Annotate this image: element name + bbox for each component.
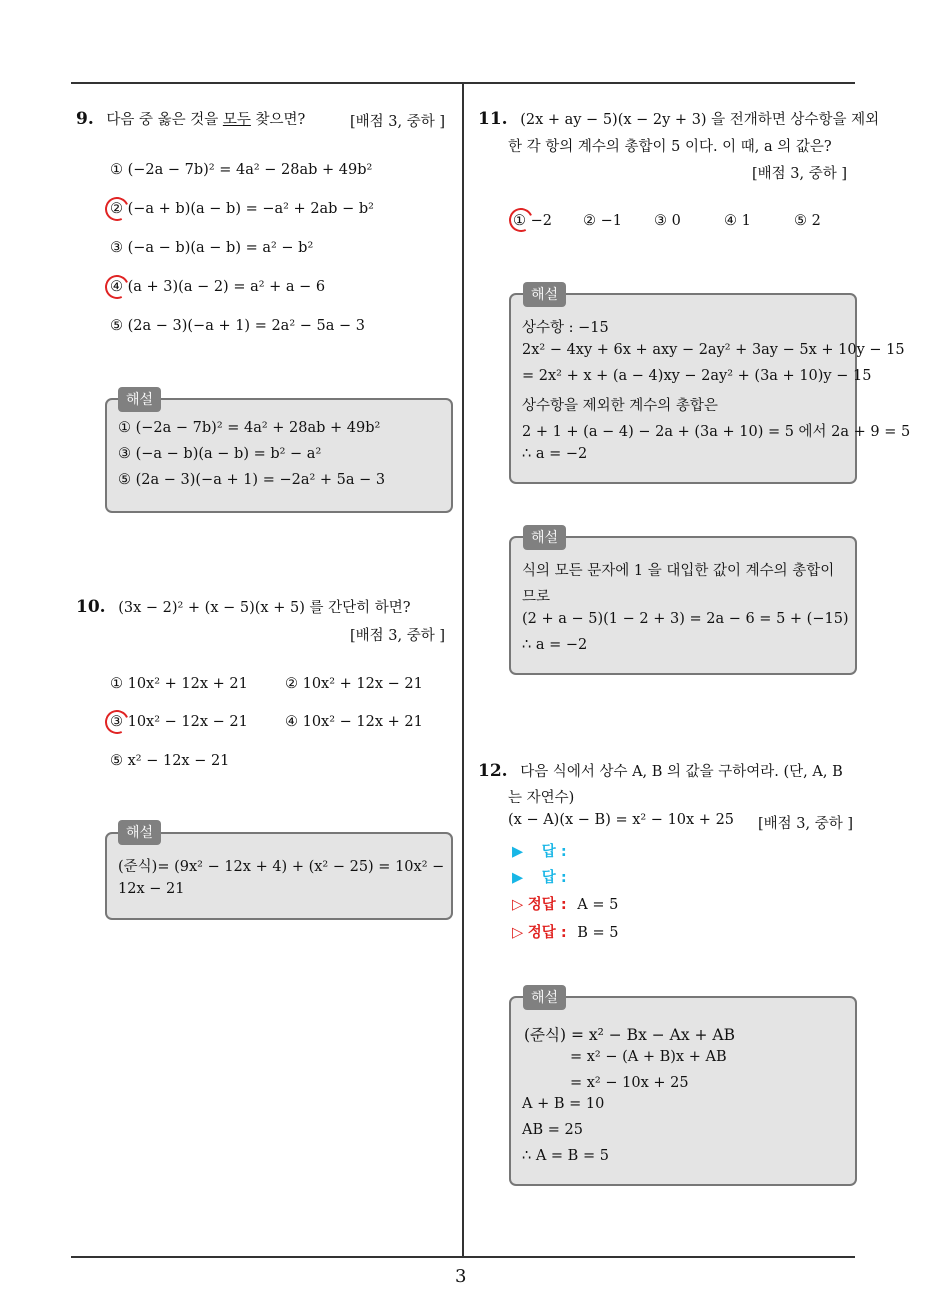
q12-question-line-2: 는 자연수) xyxy=(508,790,575,806)
q11-solution-tag-2: 해설 xyxy=(523,525,566,550)
q11-sol1-line-2: 2x² − 4xy + 6x + axy − 2ay² + 3ay − 5x + 10y − 15 xyxy=(522,342,905,358)
q11-option-1[interactable]: ① −2 xyxy=(513,213,552,229)
q9-solution-line-1: ① (−2a − 7b)² = 4a² + 28ab + 49b² xyxy=(118,420,381,436)
q11-sol2-line-3: (2 + a − 5)(1 − 2 + 3) = 2a − 6 = 5 + (−15) xyxy=(522,611,849,627)
q10-option-1[interactable]: ① 10x² + 12x + 21 xyxy=(110,676,248,692)
q12-sol-line-1: (준식) = x² − Bx − Ax + AB xyxy=(524,1026,736,1044)
q10-solution-line-2: 12x − 21 xyxy=(118,881,185,897)
q10-number: 10. xyxy=(76,597,106,617)
q12-equation: (x − A)(x − B) = x² − 10x + 25 xyxy=(508,812,735,828)
q9-level: [배점 3, 중하 ] xyxy=(350,114,446,130)
q11-sol1-line-4: 상수항을 제외한 계수의 총합은 xyxy=(522,398,718,414)
q10-mark-circle-3 xyxy=(102,707,133,738)
q9-solution-tag: 해설 xyxy=(118,387,161,412)
q11-sol1-line-3: = 2x² + x + (a − 4)xy − 2ay² + (3a + 10)y − 15 xyxy=(522,368,872,384)
q11-sol1-line-6: ∴ a = −2 xyxy=(522,446,588,462)
q9-mark-circle-2 xyxy=(102,194,133,225)
q11-option-3[interactable]: ③ 0 xyxy=(654,213,681,229)
q10-option-3[interactable]: ③ 10x² − 12x − 21 xyxy=(110,714,248,730)
q12-sol-line-6: ∴ A = B = 5 xyxy=(522,1148,609,1164)
q11-question-line-1: 11. (2x + ay − 5)(x − 2y + 3) 을 전개하면 상수항을 제외 xyxy=(478,109,880,129)
q11-level: [배점 3, 중하 ] xyxy=(752,166,848,182)
q9-option-2[interactable]: ② (−a + b)(a − b) = −a² + 2ab − b² xyxy=(110,201,374,217)
q12-solution-tag: 해설 xyxy=(523,985,566,1010)
outline-arrow-icon: ▷ xyxy=(512,925,524,941)
q11-question-line-2: 한 각 항의 계수의 총합이 5 이다. 이 때, a 의 값은? xyxy=(508,139,832,155)
q9-solution-line-3: ⑤ (2a − 3)(−a + 1) = −2a² + 5a − 3 xyxy=(118,472,386,488)
q11-solution-tag-1: 해설 xyxy=(523,282,566,307)
q11-sol1-line-1: 상수항 : −15 xyxy=(522,320,609,336)
q11-option-5[interactable]: ⑤ 2 xyxy=(794,213,821,229)
q9-option-5[interactable]: ⑤ (2a − 3)(−a + 1) = 2a² − 5a − 3 xyxy=(110,318,365,334)
q12-sol-line-2: = x² − (A + B)x + AB xyxy=(570,1049,727,1065)
q11-mark-circle-1 xyxy=(506,205,537,236)
q10-option-5[interactable]: ⑤ x² − 12x − 21 xyxy=(110,753,230,769)
q10-solution-tag: 해설 xyxy=(118,820,161,845)
q12-level: [배점 3, 중하 ] xyxy=(758,816,854,832)
q12-sol-line-4: A + B = 10 xyxy=(522,1096,605,1112)
page-number: 3 xyxy=(455,1266,467,1287)
q10-question: 10. (3x − 2)² + (x − 5)(x + 5) 를 간단히 하면? xyxy=(76,597,411,617)
q11-option-2[interactable]: ② −1 xyxy=(583,213,622,229)
q9-option-1[interactable]: ① (−2a − 7b)² = 4a² − 28ab + 49b² xyxy=(110,162,373,178)
q9-mark-circle-4 xyxy=(102,272,133,303)
outline-arrow-icon: ▷ xyxy=(512,897,524,913)
q10-option-2[interactable]: ② 10x² + 12x − 21 xyxy=(285,676,423,692)
q9-solution-line-2: ③ (−a − b)(a − b) = b² − a² xyxy=(118,446,322,462)
q11-sol2-line-4: ∴ a = −2 xyxy=(522,637,588,653)
q12-number: 12. xyxy=(478,761,508,781)
q11-sol2-line-2: 므로 xyxy=(522,589,551,605)
play-arrow-icon: ▶ xyxy=(512,870,524,886)
q12-question-line-1: 12. 다음 식에서 상수 A, B 의 값을 구하여라. (단, A, B xyxy=(478,761,843,781)
q10-solution-line-1: (준식)= (9x² − 12x + 4) + (x² − 25) = 10x² − xyxy=(118,859,445,875)
q10-option-4[interactable]: ④ 10x² − 12x + 21 xyxy=(285,714,423,730)
q9-question: 9. 다음 중 옳은 것을 모두 찾으면? xyxy=(76,109,306,129)
q11-solution-box-2 xyxy=(509,536,857,675)
q11-sol2-line-1: 식의 모든 문자에 1 을 대입한 값이 계수의 총합이 xyxy=(522,563,835,579)
q12-correct-1: ▷ 정답 : A = 5 xyxy=(512,897,619,913)
q12-answer-field-1[interactable]: ▶ 답 : xyxy=(512,844,567,860)
q12-sol-line-5: AB = 25 xyxy=(522,1122,583,1138)
q12-sol-line-3: = x² − 10x + 25 xyxy=(570,1075,689,1091)
q11-sol1-line-5: 2 + 1 + (a − 4) − 2a + (3a + 10) = 5 에서 2a + 9 = 5 xyxy=(522,424,911,440)
q9-number: 9. xyxy=(76,109,94,129)
q9-option-3[interactable]: ③ (−a − b)(a − b) = a² − b² xyxy=(110,240,314,256)
q10-level: [배점 3, 중하 ] xyxy=(350,628,446,644)
q12-answer-field-2[interactable]: ▶ 답 : xyxy=(512,870,567,886)
q11-option-4[interactable]: ④ 1 xyxy=(724,213,751,229)
q11-number: 11. xyxy=(478,109,508,129)
play-arrow-icon: ▶ xyxy=(512,844,524,860)
q12-correct-2: ▷ 정답 : B = 5 xyxy=(512,925,619,941)
column-divider xyxy=(462,83,464,1258)
q9-option-4[interactable]: ④ (a + 3)(a − 2) = a² + a − 6 xyxy=(110,279,326,295)
q10-solution-box xyxy=(105,832,453,920)
